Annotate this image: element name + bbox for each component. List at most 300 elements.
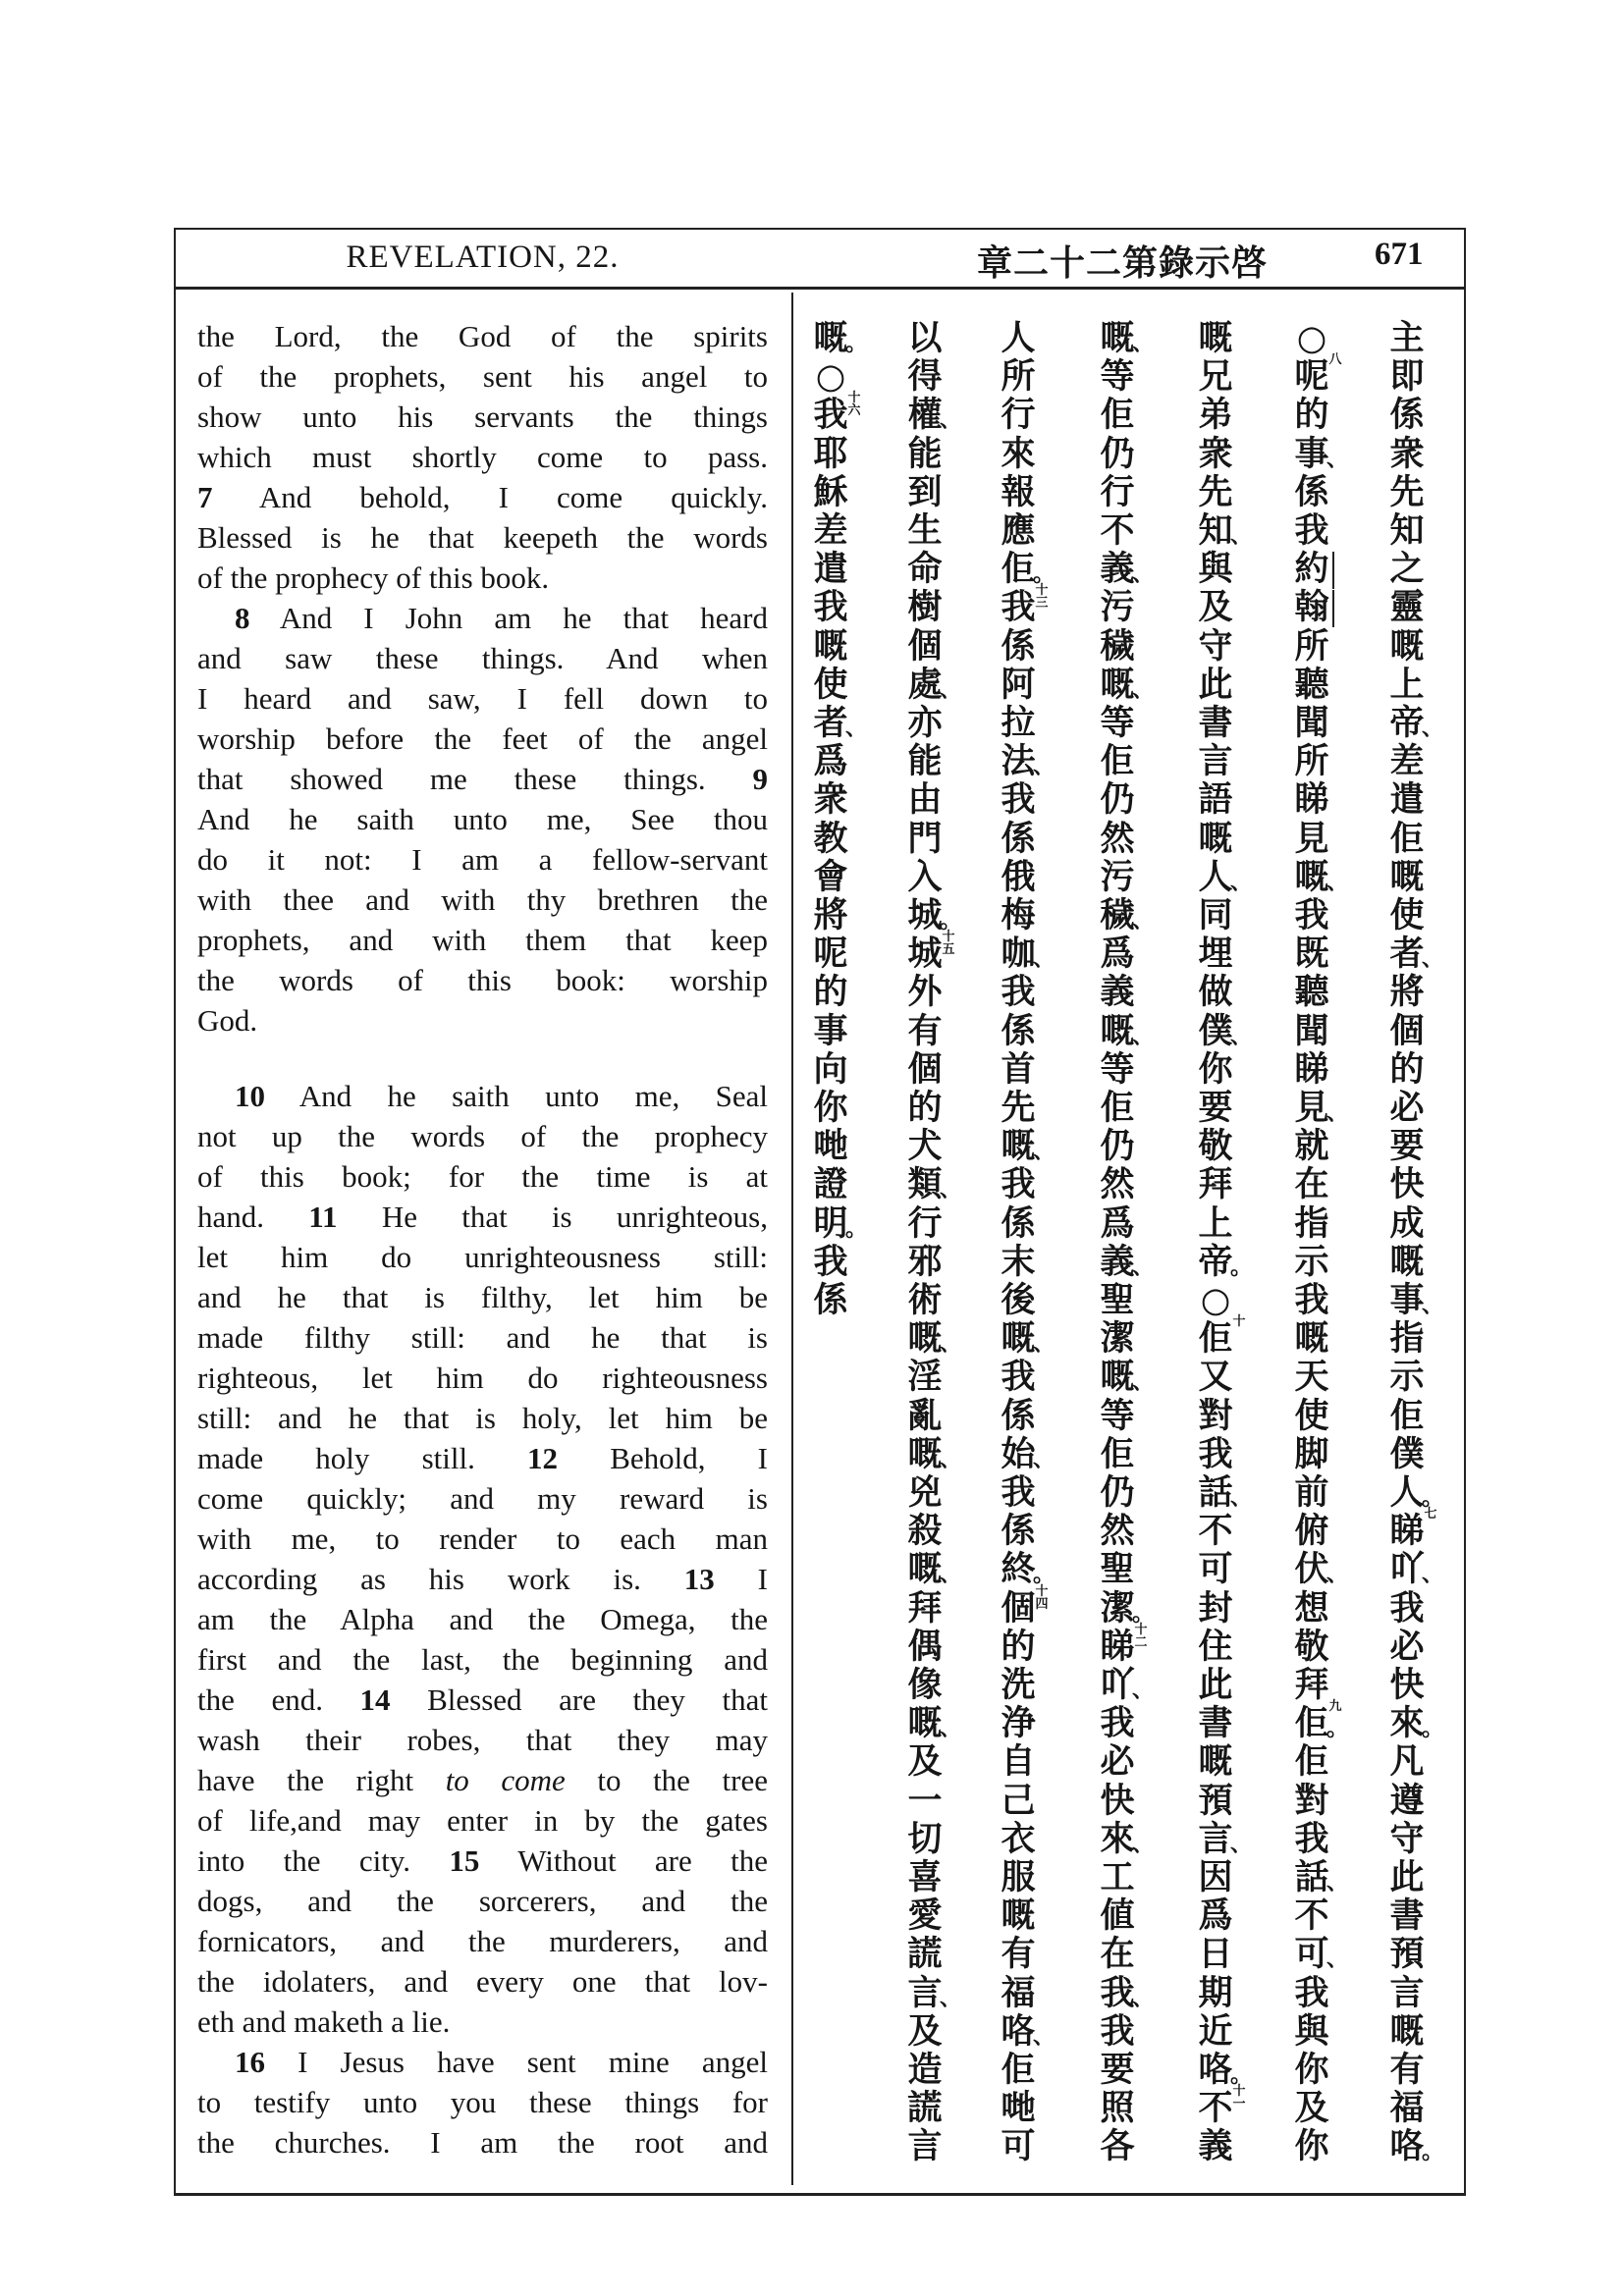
chinese-character: 義 xyxy=(1198,2126,1233,2167)
chinese-character: 言 、 xyxy=(907,1972,962,2013)
chinese-character: 邪 xyxy=(907,1241,943,1282)
chinese-character: 咯 。 xyxy=(1198,2050,1253,2090)
line-text: eth and maketh a lie. xyxy=(197,2004,451,2039)
chinese-character: 聞 xyxy=(1294,1010,1329,1051)
line-text: Blessed is he that keepeth the words xyxy=(197,520,768,555)
chinese-character: 各 xyxy=(1100,2126,1135,2167)
english-line xyxy=(197,1317,768,1358)
chinese-character: 要 xyxy=(1389,1126,1425,1167)
chinese-character: 期 xyxy=(1198,1972,1233,2013)
line-text: the churches. I am the root and xyxy=(197,2125,768,2160)
chinese-character: 靈 xyxy=(1389,587,1425,628)
chinese-character: 門 xyxy=(907,818,943,859)
chinese-character: 使 xyxy=(813,664,848,705)
english-line xyxy=(197,1639,768,1680)
chinese-character: 嘅 、 xyxy=(1100,318,1155,358)
chinese-character: 指 xyxy=(1389,1318,1425,1360)
punctuation-mark: 、 xyxy=(1230,1023,1253,1049)
chinese-character: 佢 xyxy=(1100,741,1135,782)
line-text: into the city. xyxy=(197,1843,450,1878)
chinese-character: 佢 xyxy=(1001,2050,1036,2090)
chinese-character: 我 xyxy=(813,587,848,628)
chinese-character: 弟 xyxy=(1198,395,1233,436)
chinese-character: 法 、 xyxy=(1001,741,1055,782)
punctuation-mark: 、 xyxy=(1326,1562,1349,1588)
chinese-character: 你 xyxy=(1294,2126,1329,2167)
chinese-character: 個 xyxy=(1389,1010,1425,1051)
line-text: He that is unrighteous, xyxy=(337,1200,768,1234)
chinese-character: 嘅 xyxy=(813,625,848,667)
chinese-character: 上 xyxy=(1198,1202,1233,1244)
english-line xyxy=(197,1156,768,1197)
punctuation-mark: 、 xyxy=(1422,716,1444,741)
chinese-character: 仍 xyxy=(1100,1126,1135,1167)
chinese-character: 守 xyxy=(1198,625,1233,667)
english-line xyxy=(197,1921,768,1961)
chinese-character: 話 、 xyxy=(1198,1472,1253,1513)
chinese-character: 行 xyxy=(1001,395,1036,436)
chinese-character: 嘅 xyxy=(1389,1241,1425,1282)
chinese-character: 等 xyxy=(1100,1048,1135,1090)
punctuation-mark: 、 xyxy=(1326,1100,1349,1126)
english-text-column xyxy=(197,316,768,2163)
line-text: with me, to render to each man xyxy=(197,1522,768,1556)
english-line xyxy=(197,316,768,356)
chinese-character: 者 、 xyxy=(1389,934,1444,975)
chinese-character: 係 xyxy=(1389,395,1425,436)
english-line xyxy=(197,880,768,920)
chinese-character: 照 xyxy=(1100,2088,1135,2129)
chinese-character: 首 xyxy=(1001,1048,1036,1090)
chinese-character: 不 xyxy=(1294,1896,1329,1937)
chinese-character: 切 xyxy=(907,1818,943,1859)
chinese-character: 預 xyxy=(1198,1780,1233,1821)
chinese-character: 係 xyxy=(1001,1202,1036,1244)
line-text: Behold, I xyxy=(558,1441,768,1475)
line-text: dogs, and the sorcerers, and the xyxy=(197,1884,768,1918)
punctuation-mark: 、 xyxy=(1326,1947,1349,1973)
chinese-character: 係 xyxy=(1001,625,1036,667)
english-line xyxy=(197,1197,768,1237)
chinese-character: 造 xyxy=(907,2050,943,2090)
chinese-character: 仍 xyxy=(1100,1472,1135,1513)
chinese-character: 聽 xyxy=(1294,664,1329,705)
chinese-character: 快 xyxy=(1389,1164,1425,1205)
chinese-character: 既 xyxy=(1294,934,1329,975)
english-line xyxy=(197,1680,768,1720)
chinese-character: 凡 xyxy=(1389,1741,1425,1783)
english-line xyxy=(197,638,768,678)
chinese-character: 使 xyxy=(1294,1395,1329,1436)
page-number: 671 xyxy=(1375,237,1424,272)
chinese-character: 類 、 xyxy=(907,1164,962,1205)
chinese-character: 爲 xyxy=(1198,1896,1233,1937)
chinese-character: 洗 xyxy=(1001,1665,1036,1705)
line-text: first and the last, the beginning and xyxy=(197,1642,768,1677)
chinese-character: 近 xyxy=(1198,2010,1233,2052)
chinese-character: 兇 xyxy=(907,1472,943,1513)
chinese-character: 吖 、 xyxy=(1389,1549,1444,1590)
chinese-character: 像 xyxy=(907,1665,943,1705)
english-line xyxy=(197,1116,768,1156)
chinese-character: 事 、 xyxy=(1294,433,1349,474)
punctuation-mark: 、 xyxy=(940,1562,962,1588)
chinese-character: 嘅 、 xyxy=(1294,856,1349,897)
punctuation-mark: 。 xyxy=(1326,1716,1349,1742)
chinese-character: 係 xyxy=(1001,1010,1036,1051)
verse-number: 十六 xyxy=(847,391,861,419)
punctuation-mark: 。 xyxy=(1422,2139,1444,2165)
punctuation-mark: 、 xyxy=(1132,676,1155,703)
chinese-character: 我 xyxy=(1001,779,1036,821)
chinese-character: 要 xyxy=(1100,2050,1135,2090)
chinese-character: 殺 xyxy=(907,1511,943,1552)
chinese-character: 示 xyxy=(1294,1241,1329,1282)
chinese-character: 此 xyxy=(1198,664,1233,705)
chinese-character: 之 xyxy=(1389,549,1425,590)
chinese-character: 然 xyxy=(1100,818,1135,859)
chinese-character: 耶 xyxy=(813,433,848,474)
punctuation-mark: 、 xyxy=(1132,1023,1155,1049)
chinese-character: 衣 xyxy=(1001,1818,1036,1859)
chinese-character: ○ xyxy=(815,356,846,398)
chinese-character: 一 xyxy=(907,1780,943,1821)
english-line xyxy=(197,477,768,517)
chinese-character: 天 xyxy=(1294,1357,1329,1398)
chinese-character: 的 xyxy=(907,1088,943,1128)
column-divider xyxy=(791,293,793,2185)
chinese-character: 此 xyxy=(1389,1857,1425,1897)
chinese-character: 我 、 xyxy=(1100,1972,1155,2013)
chinese-character: 遣 xyxy=(813,549,848,590)
punctuation-mark: 、 xyxy=(1132,1831,1155,1857)
chinese-character: 爲 xyxy=(813,741,848,782)
chinese-character: 示 xyxy=(1389,1357,1425,1398)
chinese-character: 我 xyxy=(1001,1472,1036,1513)
chinese-character: 睇 xyxy=(1294,1048,1329,1090)
chinese-character: 嘅 xyxy=(1198,818,1233,859)
chinese-character: 言 xyxy=(907,2126,943,2167)
verse-number: 10 xyxy=(235,1079,265,1113)
chinese-character: 必 xyxy=(1389,1626,1425,1667)
chinese-character: 人 xyxy=(1001,318,1036,358)
punctuation-mark: 、 xyxy=(1230,1485,1253,1511)
verse-number: 九 xyxy=(1328,1699,1342,1715)
chinese-character: 潔 。 xyxy=(1100,1587,1155,1629)
chinese-character: 佢 。 xyxy=(1001,549,1055,590)
chinese-character: 睇 xyxy=(1294,779,1329,821)
punctuation-mark: 、 xyxy=(1422,946,1444,973)
line-text: fornicators, and the murderers, and xyxy=(197,1924,768,1958)
chinese-character: 吖 、 xyxy=(1100,1665,1155,1705)
chinese-character: 拜 xyxy=(1294,1665,1329,1705)
chinese-character: 要 xyxy=(1198,1088,1233,1128)
chinese-character: 外 xyxy=(907,972,943,1013)
chinese-character: 又 xyxy=(1198,1357,1233,1398)
english-line xyxy=(197,1841,768,1881)
chinese-character: 我 xyxy=(813,1241,848,1282)
chinese-character: 係 xyxy=(1294,471,1329,512)
punctuation-mark: 、 xyxy=(1230,1831,1253,1857)
chinese-character: 哋 xyxy=(1001,2088,1036,2129)
chinese-character: 預 xyxy=(1389,1934,1425,1975)
punctuation-mark: 、 xyxy=(1132,1254,1155,1280)
chinese-character: 快 xyxy=(1389,1665,1425,1705)
chinese-character: 想 xyxy=(1294,1587,1329,1629)
chinese-character: 穢 、 xyxy=(1100,895,1155,935)
chinese-character: 必 xyxy=(1389,1088,1425,1128)
chinese-character: 及 xyxy=(907,1741,943,1783)
chinese-character: 等 xyxy=(1100,356,1135,398)
chinese-character: 拜 xyxy=(1198,1164,1233,1205)
chinese-character: 嘅 、 xyxy=(1100,1010,1155,1051)
punctuation-mark: 、 xyxy=(940,1331,962,1358)
chinese-character: 個 十四 xyxy=(1001,1583,1049,1629)
line-text: And behold, I come quickly. xyxy=(212,480,768,514)
proper-name-mark xyxy=(1332,552,1334,589)
chinese-character: 福 xyxy=(1389,2088,1425,2129)
line-text: with thee and with thy brethren the xyxy=(197,882,768,917)
chinese-character: 我 xyxy=(1100,2010,1135,2052)
chinese-character: 對 xyxy=(1198,1395,1233,1436)
line-text: the Lord, the God of the spirits xyxy=(197,319,768,353)
chinese-character: 守 xyxy=(1389,1818,1425,1859)
line-text: made filthy still: and he that is xyxy=(197,1320,768,1355)
chinese-character: 聖 xyxy=(1100,1280,1135,1320)
line-text: and he that is filthy, let him be xyxy=(197,1280,768,1314)
chinese-character: 穌 xyxy=(813,471,848,512)
chinese-character: 及 xyxy=(1294,2088,1329,2129)
chinese-character: 權 、 xyxy=(907,395,962,436)
chinese-character: 嘅 、 xyxy=(907,1318,962,1360)
chinese-character: 己 xyxy=(1001,1780,1036,1821)
chinese-character: 在 xyxy=(1100,1934,1135,1975)
chinese-character: 亂 xyxy=(907,1395,943,1436)
chinese-character: 到 xyxy=(907,471,943,512)
chinese-character: 僕 xyxy=(1389,1433,1425,1474)
chinese-character: 以 xyxy=(907,318,943,358)
chinese-character: 使 xyxy=(1389,895,1425,935)
chinese-character: 嘅 、 xyxy=(907,1549,962,1590)
chinese-character: 者 、 xyxy=(813,703,868,743)
chinese-character: 得 xyxy=(907,356,943,398)
chinese-character: 城 十五 xyxy=(907,930,955,975)
chinese-character: 我 xyxy=(1294,1280,1329,1320)
chinese-character: 你 xyxy=(1198,1048,1233,1090)
chinese-character: 與 xyxy=(1198,549,1233,590)
punctuation-mark: 、 xyxy=(1132,1369,1155,1396)
chinese-character: 拜 xyxy=(907,1587,943,1629)
line-text: come quickly; and my reward is xyxy=(197,1481,768,1516)
italic-text: to come xyxy=(445,1763,566,1797)
punctuation-mark: 、 xyxy=(1422,1293,1444,1318)
chinese-character: 書 xyxy=(1198,703,1233,743)
chinese-character: 嘅 。 xyxy=(813,318,868,358)
chinese-character: 然 xyxy=(1100,1164,1135,1205)
chinese-character: 聽 xyxy=(1294,972,1329,1013)
chinese-character: ○ xyxy=(1296,318,1327,358)
chinese-character: 淫 xyxy=(907,1357,943,1398)
chinese-character: 係 xyxy=(1001,818,1036,859)
chinese-character: 佢 十 xyxy=(1198,1314,1246,1360)
line-text: to testify unto you these things for xyxy=(197,2085,768,2119)
chinese-character: 將 xyxy=(813,895,848,935)
chinese-character: 在 xyxy=(1294,1164,1329,1205)
verse-number: 十三 xyxy=(1035,583,1049,612)
line-text: which must shortly come to pass. xyxy=(197,440,768,474)
chinese-character: 脚 xyxy=(1294,1433,1329,1474)
english-line xyxy=(197,1599,768,1639)
chinese-character: 可 xyxy=(1001,2126,1036,2167)
chinese-character: 有 xyxy=(1389,2050,1425,2090)
punctuation-mark: 、 xyxy=(1033,754,1055,780)
chinese-character: 穢 xyxy=(1100,625,1135,667)
chinese-running-title: 章二十二第錄示啓 xyxy=(977,242,1269,284)
english-line xyxy=(197,1881,768,1921)
chinese-character: 佢 xyxy=(1100,1088,1135,1128)
chinese-character: 帝 。 xyxy=(1198,1241,1253,1282)
chinese-character: 與 xyxy=(1294,2010,1329,2052)
chinese-character: 見 、 xyxy=(1294,1088,1349,1128)
verse-number: 13 xyxy=(683,1562,715,1596)
chinese-character: 聖 xyxy=(1100,1549,1135,1590)
english-line xyxy=(197,356,768,397)
punctuation-mark: 。 xyxy=(1132,1600,1155,1627)
chinese-character: 即 xyxy=(1389,356,1425,398)
verse-number: 12 xyxy=(527,1441,559,1475)
chinese-character: 聞 xyxy=(1294,703,1329,743)
punctuation-mark: 、 xyxy=(1033,946,1055,973)
chinese-character: 你 xyxy=(1294,2050,1329,2090)
chinese-character: 你 xyxy=(813,1088,848,1128)
chinese-character: 翰 xyxy=(1289,588,1334,627)
chinese-character: 我 xyxy=(1294,1972,1329,2013)
header-rule xyxy=(174,287,1466,290)
chinese-character: 同 xyxy=(1198,895,1233,935)
chinese-character: 住 xyxy=(1198,1626,1233,1667)
punctuation-mark: 、 xyxy=(1422,1562,1444,1588)
chinese-character: 爲 xyxy=(1100,1202,1135,1244)
chinese-character: 術 xyxy=(907,1280,943,1320)
paragraph-gap xyxy=(197,1041,768,1076)
chinese-character: 佢 。 九 xyxy=(1294,1699,1349,1744)
chinese-character: 人 、 xyxy=(1198,856,1253,897)
chinese-character: 佢 xyxy=(1389,1395,1425,1436)
chinese-character: 衆 xyxy=(1389,433,1425,474)
punctuation-mark: 、 xyxy=(1132,331,1155,356)
chinese-character: 義 、 xyxy=(1100,549,1155,590)
verse-number: 十五 xyxy=(942,930,955,958)
line-text: of life,and may enter in by the gates xyxy=(197,1803,768,1838)
chinese-character: 然 xyxy=(1100,1511,1135,1552)
chinese-character: 言 xyxy=(1389,1972,1425,2013)
chinese-character: 我 xyxy=(1100,1703,1135,1744)
english-line xyxy=(197,1000,768,1041)
chinese-character: 我 xyxy=(1001,1357,1036,1398)
punctuation-mark: 、 xyxy=(1326,1870,1349,1896)
chinese-character: 主 xyxy=(1389,318,1425,358)
chinese-character: 向 xyxy=(813,1048,848,1090)
chinese-character: 睇 七 xyxy=(1389,1507,1437,1552)
chinese-character: 我 xyxy=(1001,1164,1036,1205)
punctuation-mark: 、 xyxy=(1132,908,1155,934)
chinese-character: 我 十三 xyxy=(1001,583,1049,628)
chinese-character: 喜 xyxy=(907,1857,943,1897)
english-line xyxy=(197,2082,768,2122)
verse-number: 十四 xyxy=(1035,1583,1049,1612)
chinese-character: 謊 xyxy=(907,2088,943,2129)
line-text: And he saith unto me, Seal xyxy=(265,1079,768,1113)
chinese-character: 嘅 、 xyxy=(1100,664,1155,705)
english-line xyxy=(197,598,768,638)
line-text: show unto his servants the things xyxy=(197,400,768,434)
chinese-character: 知 、 xyxy=(1198,510,1253,551)
chinese-character: 入 xyxy=(907,856,943,897)
chinese-character: 我 xyxy=(1389,1587,1425,1629)
line-text: according as his work is. xyxy=(197,1562,684,1596)
verse-number: 八 xyxy=(1328,352,1342,368)
chinese-character: 先 xyxy=(1389,471,1425,512)
chinese-character: 成 xyxy=(1389,1202,1425,1244)
chinese-character: 義 、 xyxy=(1100,1241,1155,1282)
line-text: made holy still. xyxy=(197,1441,528,1475)
chinese-character: 報 xyxy=(1001,471,1036,512)
chinese-character: 嘅 、 xyxy=(907,1703,962,1744)
line-text: God. xyxy=(197,1003,258,1038)
chinese-character: 能 xyxy=(907,741,943,782)
chinese-character: 來 xyxy=(1001,433,1036,474)
punctuation-mark: 。 xyxy=(1230,2062,1253,2088)
verse-number: 十二 xyxy=(1134,1622,1148,1650)
verse-number: 8 xyxy=(235,601,250,635)
punctuation-mark: 。 xyxy=(940,908,962,934)
verse-number: 14 xyxy=(359,1682,391,1717)
chinese-character: 必 xyxy=(1100,1741,1135,1783)
chinese-character: 處 、 xyxy=(907,664,962,705)
english-line xyxy=(197,1800,768,1841)
chinese-character: 嘅 xyxy=(1001,1896,1036,1937)
chinese-character: 佢 xyxy=(1294,1741,1329,1783)
line-text: I xyxy=(714,1562,768,1596)
punctuation-mark: 、 xyxy=(940,1177,962,1203)
chinese-character: 快 xyxy=(1100,1780,1135,1821)
english-line xyxy=(197,1076,768,1116)
punctuation-mark: 、 xyxy=(1230,523,1253,549)
english-line xyxy=(197,437,768,477)
chinese-character: 遣 xyxy=(1389,779,1425,821)
chinese-character: 命 xyxy=(907,549,943,590)
chinese-character: 嘅 、 xyxy=(1100,1357,1155,1398)
chinese-character: 係 xyxy=(1001,1511,1036,1552)
chinese-character: 係 xyxy=(813,1280,848,1320)
chinese-character: 污 xyxy=(1100,587,1135,628)
punctuation-mark: 、 xyxy=(940,1716,962,1742)
chinese-character: 就 xyxy=(1294,1126,1329,1167)
chinese-character: 書 xyxy=(1198,1703,1233,1744)
chinese-character: 差 xyxy=(1389,741,1425,782)
chinese-character: 遵 xyxy=(1389,1780,1425,1821)
chinese-character: 始 、 xyxy=(1001,1433,1055,1474)
chinese-character: 做 xyxy=(1198,972,1233,1013)
english-line xyxy=(197,1438,768,1478)
chinese-character: 仍 xyxy=(1100,779,1135,821)
punctuation-mark: 、 xyxy=(1033,2023,1055,2050)
punctuation-mark: 、 xyxy=(1326,446,1349,472)
chinese-character: 仍 xyxy=(1100,433,1135,474)
english-line xyxy=(197,1277,768,1317)
punctuation-mark: 。 xyxy=(845,1215,868,1242)
punctuation-mark: 、 xyxy=(1033,1331,1055,1358)
